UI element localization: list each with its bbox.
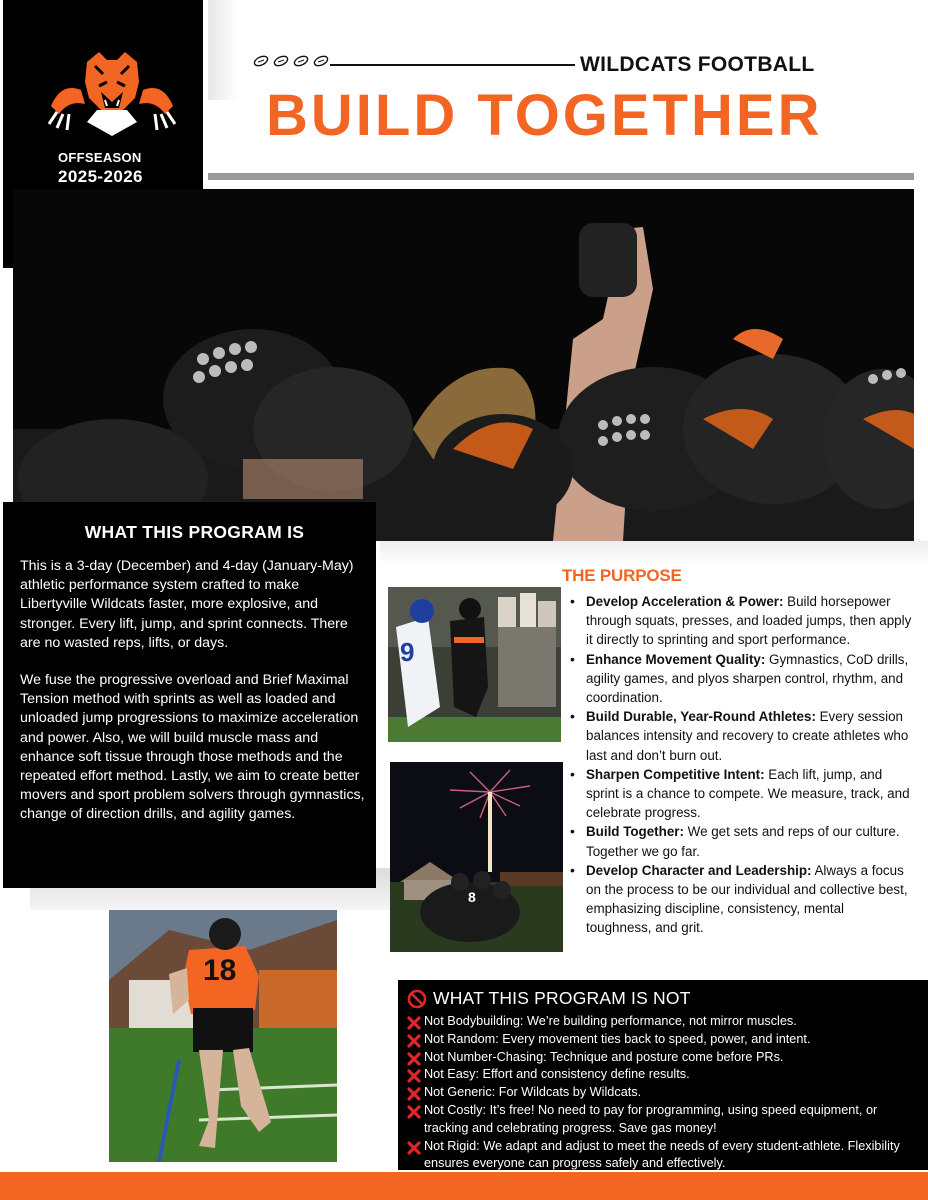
purpose-list xyxy=(568,592,913,938)
what-program-is-panel xyxy=(3,502,376,888)
x-mark-icon xyxy=(407,1105,421,1119)
header-divider-bar xyxy=(208,173,914,180)
photo-player-running-out xyxy=(109,910,337,1162)
x-mark-icon xyxy=(407,1069,421,1083)
purpose-item: • Develop Character and Leadership: Always a focus on the process to be our individual and collective best, emphasizing discipline, consistency, mental toughness, and grit. xyxy=(568,861,913,938)
hero-photo-team-huddle xyxy=(13,189,914,541)
not-item: Not Number-Chasing: Technique and posture come before PRs. xyxy=(407,1049,922,1067)
purpose-item: • Build Together: We get sets and reps of our culture. Together we go far. xyxy=(568,822,913,860)
what-program-is-not-title: WHAT THIS PROGRAM IS NOT xyxy=(433,988,691,1008)
gray-band xyxy=(380,541,928,565)
not-item: Not Costly: It’s free! No need to pay for programming, using speed equipment, or tracking and celebrating progress. Save gas money! xyxy=(407,1102,922,1138)
season-label: OFFSEASON xyxy=(58,150,142,165)
what-program-is-paragraph-2: We fuse the progressive overload and Brief Maximal Tension method with sprints as well as loaded and unloaded jump progressions to maximize acceleration and power. Also, we will build muscle mass and enhance soft tissue through those methods and the repeated effort method. Lastly, we aim to create better movers and sport problem solvers through gymnastics, change of direction drills, and agility games. xyxy=(20,672,365,823)
footer-bar xyxy=(0,1172,928,1200)
kicker-title: WILDCATS FOOTBALL xyxy=(580,53,815,76)
football-icon xyxy=(253,55,269,67)
football-icon xyxy=(293,55,309,67)
purpose-item: • Develop Acceleration & Power: Build horsepower through squats, presses, and loaded jumps, then apply it directly to sprinting and sport performance. xyxy=(568,592,913,650)
top-gray-band xyxy=(208,0,238,100)
headline: BUILD TOGETHER xyxy=(266,83,823,148)
wildcat-logo xyxy=(47,52,177,136)
x-mark-icon xyxy=(407,1141,421,1155)
huddle-jersey-number: 8 xyxy=(468,889,476,905)
football-ornaments xyxy=(253,55,329,67)
photo-game-action xyxy=(388,587,561,742)
not-list xyxy=(407,1013,922,1173)
runner-jersey-number: 18 xyxy=(203,954,237,987)
purpose-item: • Build Durable, Year-Round Athletes: Every session balances intensity and recovery to create athletes who last and don’t burn out. xyxy=(568,707,913,765)
x-mark-icon xyxy=(407,1087,421,1101)
x-mark-icon xyxy=(407,1052,421,1066)
football-icon xyxy=(273,55,289,67)
x-mark-icon xyxy=(407,1016,421,1030)
not-item: Not Bodybuilding: We’re building performance, not mirror muscles. xyxy=(407,1013,922,1031)
not-heading-row xyxy=(407,988,922,1009)
what-program-is-title: WHAT THIS PROGRAM IS xyxy=(84,522,305,542)
photo-fireworks-celebration xyxy=(390,762,563,952)
prohibited-icon xyxy=(407,989,427,1009)
x-mark-icon xyxy=(407,1034,421,1048)
not-item: Not Random: Every movement ties back to speed, power, and intent. xyxy=(407,1031,922,1049)
not-item: Not Easy: Effort and consistency define results. xyxy=(407,1066,922,1084)
not-item: Not Rigid: We adapt and adjust to meet the needs of every student-athlete. Flexibility ensures everyone can progress safely and effectively. xyxy=(407,1138,922,1174)
what-program-is-not-panel xyxy=(398,980,928,1170)
season-years: 2025-2026 xyxy=(58,167,143,186)
opponent-jersey-number: 9 xyxy=(400,637,415,667)
purpose-title: THE PURPOSE xyxy=(562,566,682,585)
purpose-item: • Sharpen Competitive Intent: Each lift, jump, and sprint is a chance to compete. We measure, track, and celebrate progress. xyxy=(568,765,913,823)
what-program-is-paragraph-1: This is a 3-day (December) and 4-day (January-May) athletic performance system crafted to make Libertyville Wildcats faster, more explosive, and stronger. Every lift, jump, and sprint connects. There are no wasted reps, lifts, or days. xyxy=(20,558,354,651)
football-icon xyxy=(313,55,329,67)
purpose-item: • Enhance Movement Quality: Gymnastics, CoD drills, agility games, and plyos sharpen control, rhythm, and coordination. xyxy=(568,650,913,708)
title-rule xyxy=(330,64,575,66)
not-item: Not Generic: For Wildcats by Wildcats. xyxy=(407,1084,922,1102)
